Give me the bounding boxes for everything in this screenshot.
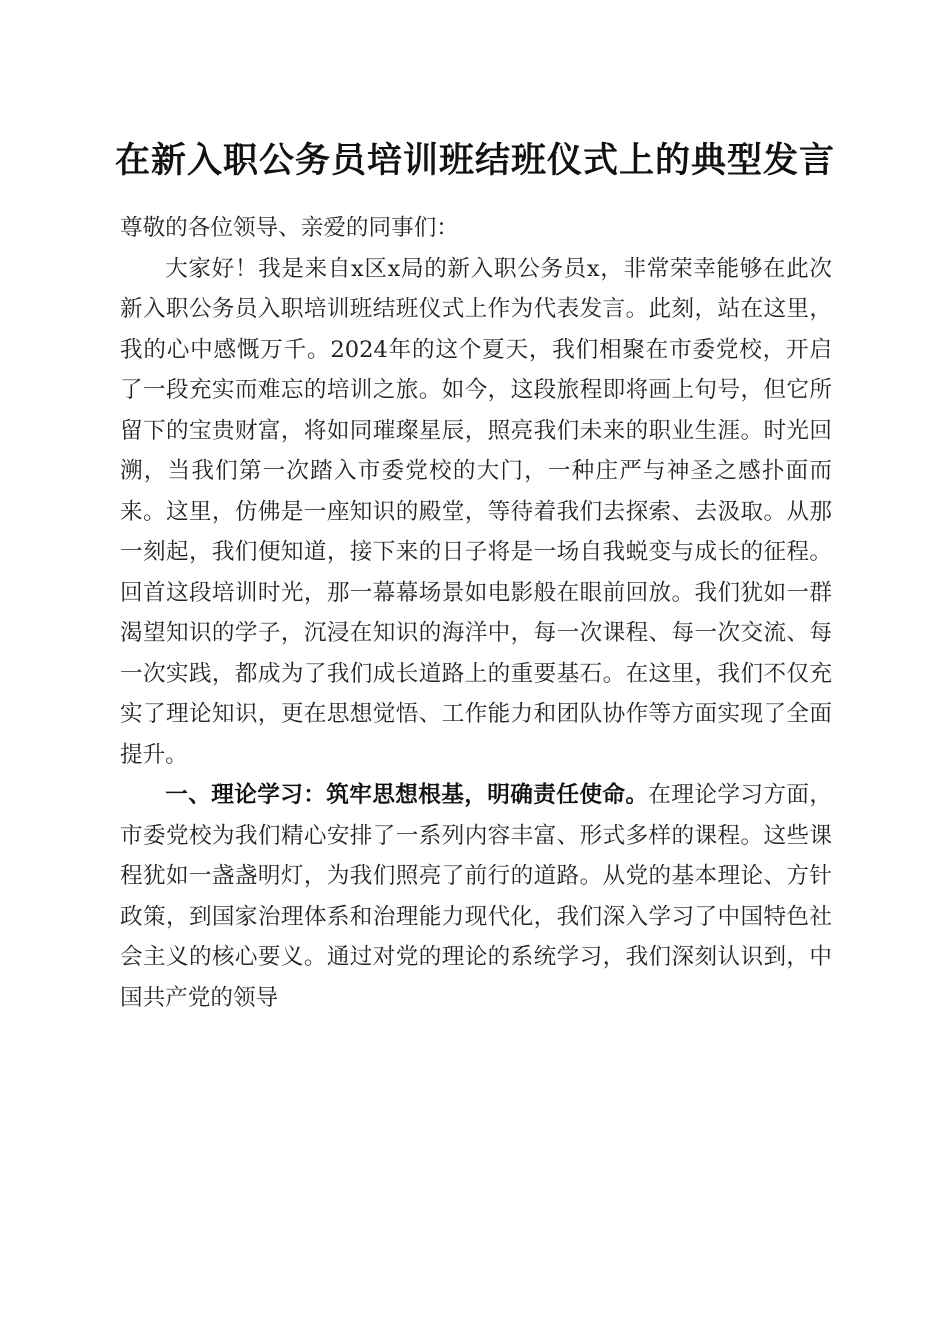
- document-title: 在新入职公务员培训班结班仪式上的典型发言: [114, 140, 835, 181]
- paragraph-intro: [120, 249, 832, 776]
- paragraph-intro-text: 大家好！我是来自x区x局的新入职公务员x，非常荣幸能够在此次新入职公务员入职培训班结班仪式上作为代表发言。此刻，站在这里，我的心中感慨万千。2024年的这个夏天，我们相聚在市委党校，开启了一段充实而难忘的培训之旅。如今，这段旅程即将画上句号，但它所留下的宝贵财富，将如同璀璨星辰，照亮我们未来的职业生涯。时光回溯，当我们第一次踏入市委党校的大门，一种庄严与神圣之感扑面而来。这里，仿佛是一座知识的殿堂，等待着我们去探索、去汲取。从那一刻起，我们便知道，接下来的日子将是一场自我蜕变与成长的征程。回首这段培训时光，那一幕幕场景如电影般在眼前回放。我们犹如一群渴望知识的学子，沉浸在知识的海洋中，每一次课程、每一次交流、每一次实践，都成为了我们成长道路上的重要基石。在这里，我们不仅充实了理论知识，更在思想觉悟、工作能力和团队协作等方面实现了全面提升。: [120, 255, 832, 768]
- section-one-text: 在理论学习方面，市委党校为我们精心安排了一系列内容丰富、形式多样的课程。这些课程犹如一盏盏明灯，为我们照亮了前行的道路。从党的基本理论、方针政策，到国家治理体系和治理能力现代化，我们深入学习了中国特色社会主义的核心要义。通过对党的理论的系统学习，我们深刻认识到，中国共产党的领导: [120, 782, 833, 1011]
- paragraph-section-one: [120, 775, 832, 1018]
- document-body: [120, 208, 832, 1018]
- salutation: 尊敬的各位领导、亲爱的同事们：: [120, 215, 459, 241]
- section-one-heading: 一、理论学习：筑牢思想根基，明确责任使命。: [165, 782, 649, 808]
